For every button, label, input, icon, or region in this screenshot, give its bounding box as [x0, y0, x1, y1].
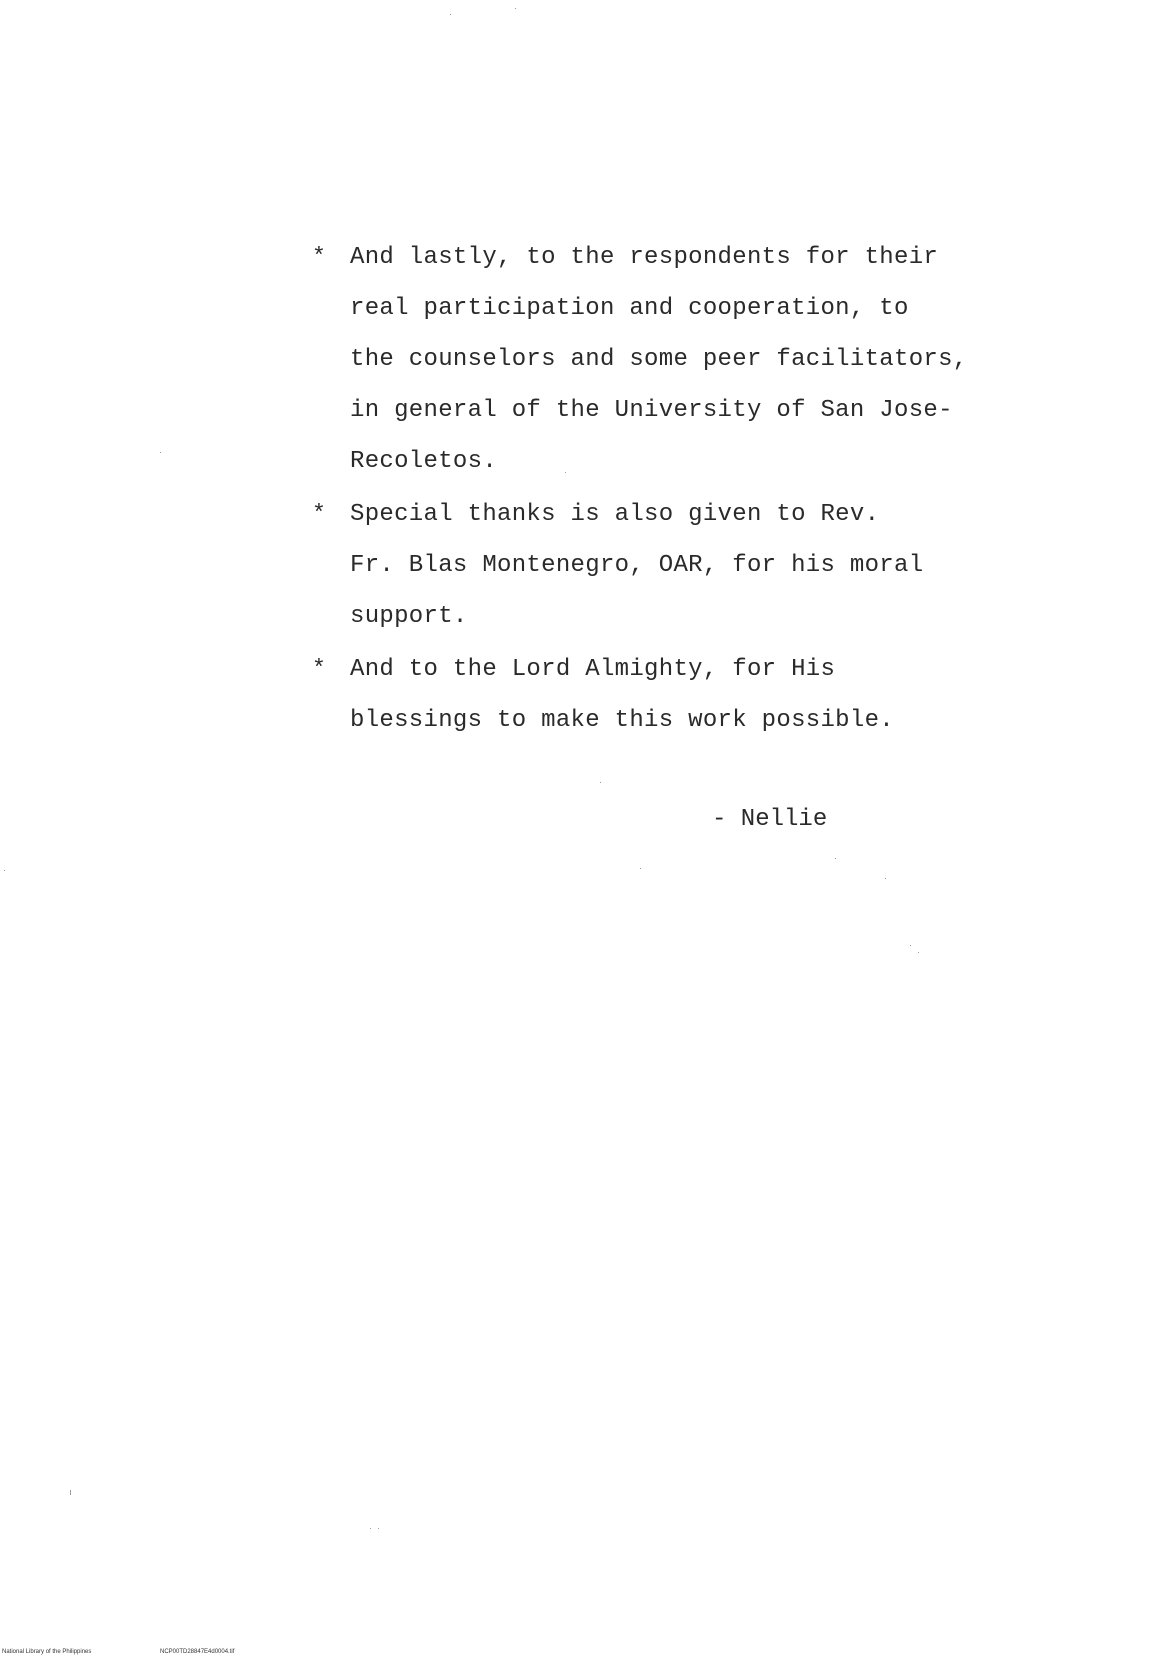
text-line: support. [350, 603, 468, 630]
scan-speck [600, 782, 601, 783]
text-line: blessings to make this work possible. [350, 707, 894, 734]
footer-source: National Library of the Philippines [2, 1649, 92, 1655]
scan-speck [450, 14, 451, 15]
text-line: the counselors and some peer facilitators, [350, 346, 968, 373]
bullet-asterisk: * [312, 501, 326, 527]
acknowledgement-item-special-thanks [312, 489, 1072, 642]
text-line: And to the Lord Almighty, for His [350, 656, 836, 683]
scan-speck [640, 868, 641, 869]
scan-speck [4, 870, 5, 871]
scan-speck [835, 858, 836, 859]
text-line: Recoletos. [350, 448, 498, 475]
scan-speck [885, 878, 886, 879]
footer-image-id: NCP00TD28847E4d0004.tif [160, 1649, 235, 1655]
scan-speck [378, 1528, 379, 1529]
scan-speck [918, 952, 919, 953]
text-line: Special thanks is also given to Rev. [350, 501, 880, 528]
text-line: Fr. Blas Montenegro, OAR, for his moral [350, 552, 924, 579]
bullet-asterisk: * [312, 656, 326, 682]
scan-speck [515, 8, 516, 9]
signature: - Nellie [712, 806, 828, 833]
scan-speck [370, 1528, 371, 1529]
acknowledgement-list [312, 232, 1072, 748]
text-line: real participation and cooperation, to [350, 295, 909, 322]
text-line: in general of the University of San Jose- [350, 397, 953, 424]
bullet-asterisk: * [312, 244, 326, 270]
scan-speck [910, 945, 911, 946]
scan-speck [160, 452, 161, 453]
acknowledgement-item-respondents [312, 232, 1072, 487]
scan-speck [565, 472, 566, 473]
text-line: And lastly, to the respondents for their [350, 244, 939, 271]
acknowledgement-item-lord [312, 644, 1072, 746]
scan-speck [70, 1490, 71, 1495]
